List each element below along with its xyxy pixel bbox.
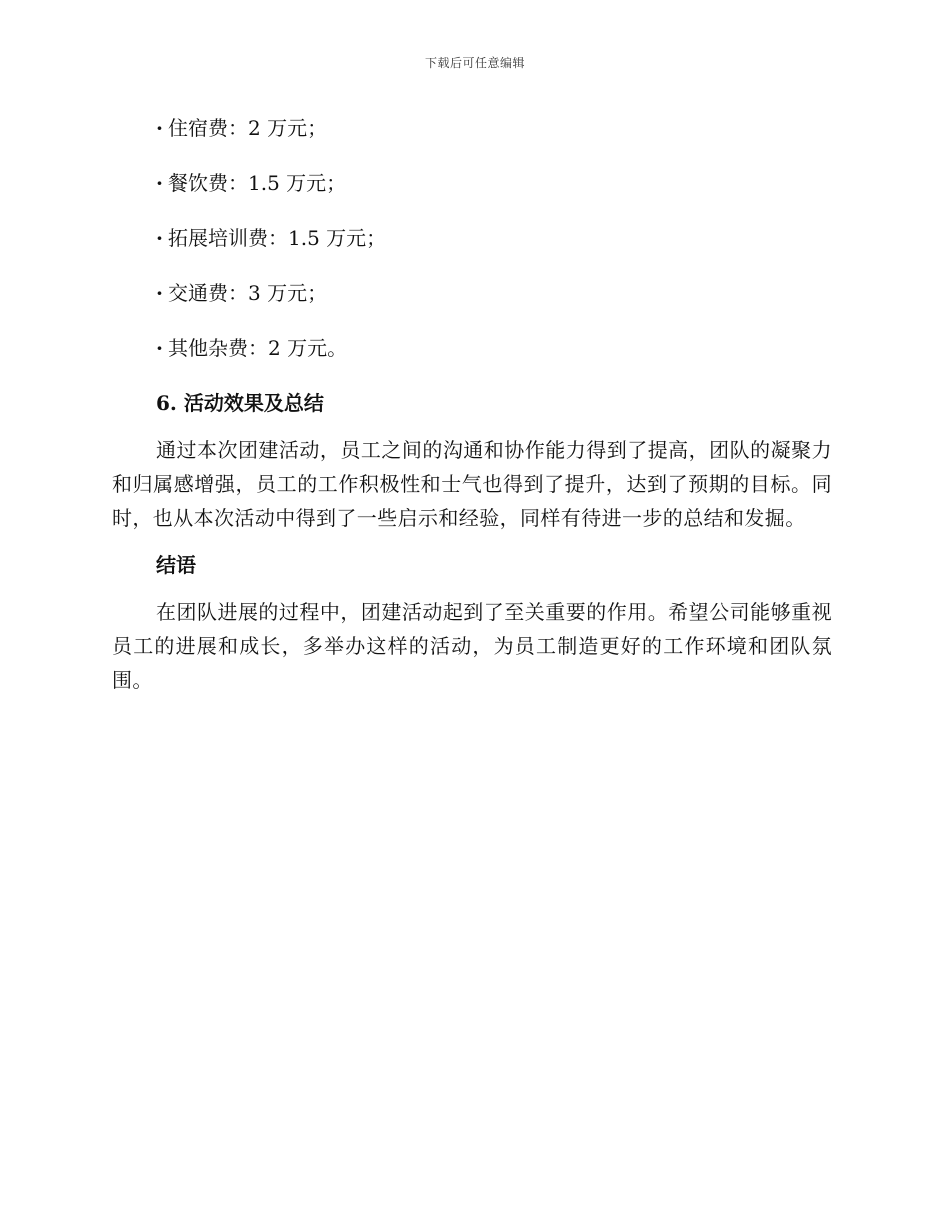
bullet-mark: · — [156, 336, 163, 360]
bullet-mark: · — [156, 116, 163, 140]
budget-item-text: 其他杂费：2 万元。 — [168, 336, 348, 360]
budget-item-transport — [112, 275, 832, 311]
bullet-mark: · — [156, 226, 163, 250]
document-body — [112, 110, 832, 709]
bullet-mark: · — [156, 171, 163, 195]
budget-item-training — [112, 220, 832, 256]
budget-item-accommodation — [112, 110, 832, 146]
budget-item-misc — [112, 330, 832, 366]
bullet-mark: · — [156, 281, 163, 305]
section-heading-effects: 6. 活动效果及总结 — [156, 391, 324, 415]
budget-item-text: 住宿费：2 万元； — [168, 116, 328, 140]
section-paragraph-effects: 通过本次团建活动，员工之间的沟通和协作能力得到了提高，团队的凝聚力和归属感增强，员工的工作积极性和士气也得到了提升，达到了预期的目标。同时，也从本次活动中得到了一些启示和经验，同样有待进一步的总结和发掘。 — [112, 438, 832, 530]
section-paragraph-conclusion: 在团队进展的过程中，团建活动起到了至关重要的作用。希望公司能够重视员工的进展和成长，多举办这样的活动，为员工制造更好的工作环境和团队氛围。 — [112, 600, 832, 692]
budget-item-catering — [112, 165, 832, 201]
budget-item-text: 拓展培训费：1.5 万元； — [168, 226, 387, 250]
page-header: 下载后可任意编辑 — [424, 56, 525, 70]
budget-item-text: 交通费：3 万元； — [168, 281, 328, 305]
budget-item-text: 餐饮费：1.5 万元； — [168, 171, 347, 195]
section-heading-conclusion: 结语 — [156, 553, 196, 577]
